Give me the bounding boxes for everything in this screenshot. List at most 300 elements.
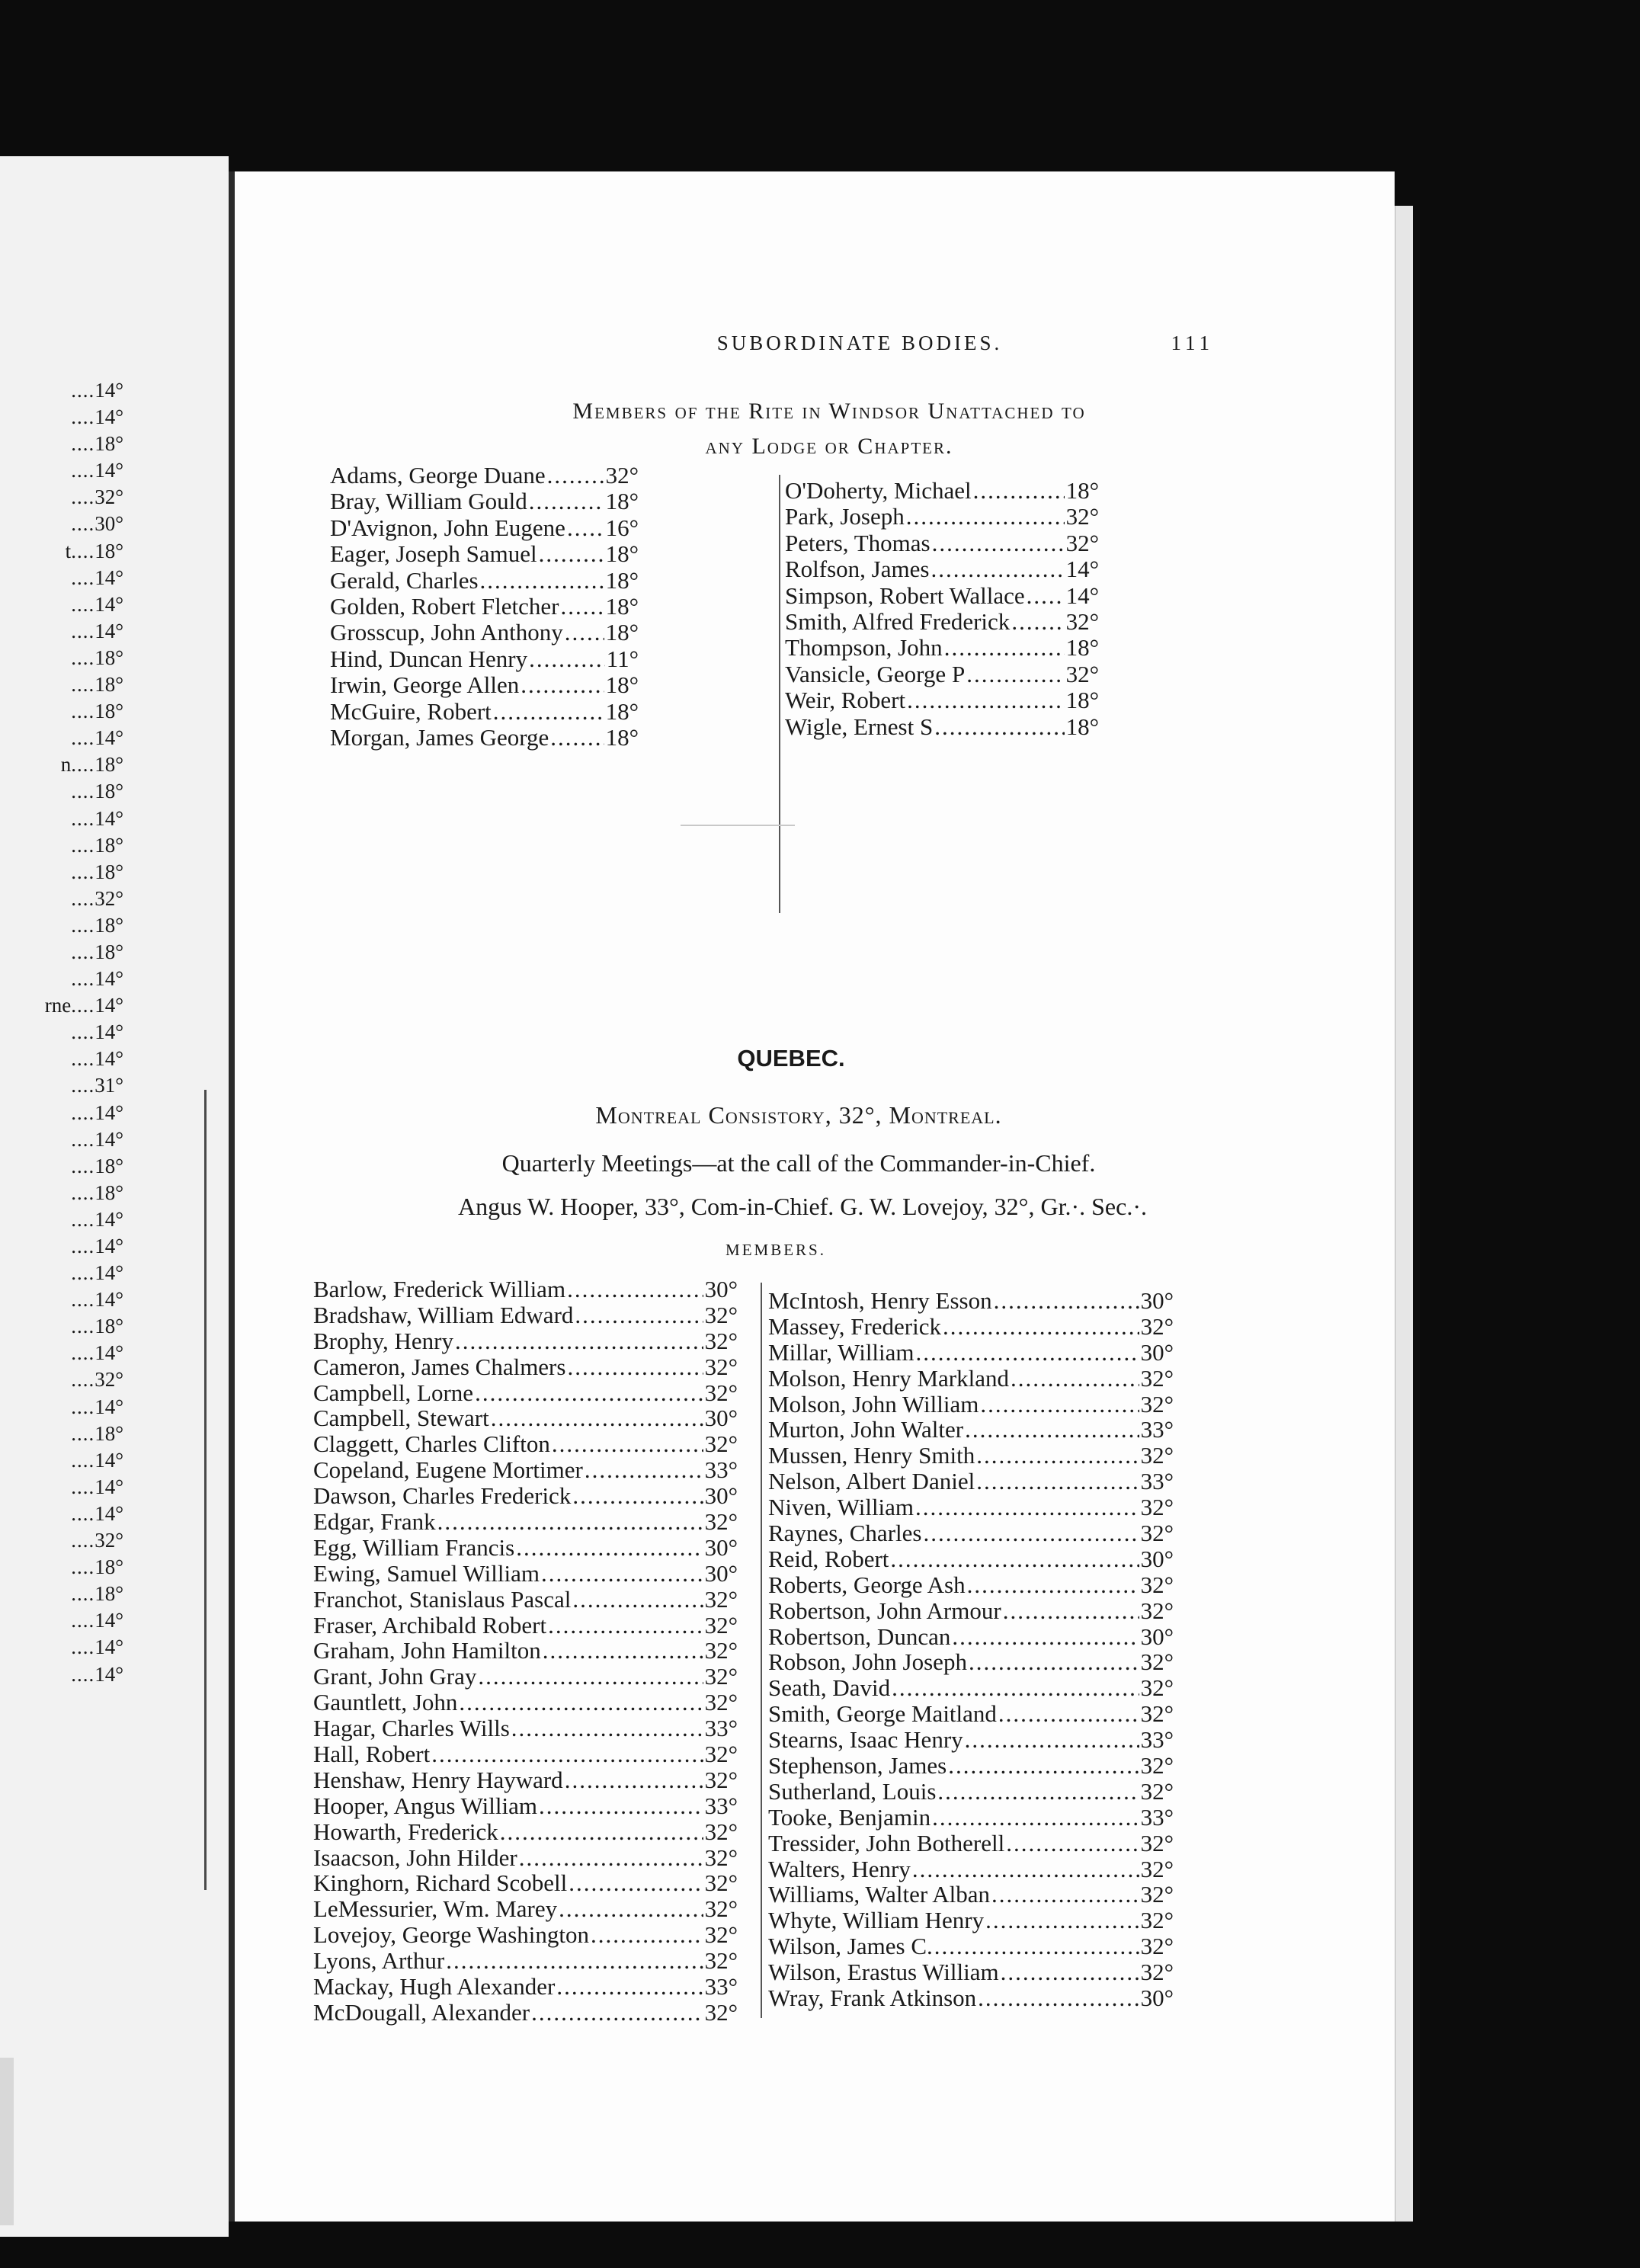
left-page-entry [0, 886, 123, 912]
member-name: Stephenson, James [768, 1752, 947, 1779]
member-name: Brophy, Henry [313, 1327, 453, 1354]
dot-leader [1011, 1366, 1139, 1392]
member-name: Robertson, John Armour [768, 1597, 1001, 1624]
left-page-entry [0, 565, 123, 591]
member-degree: 30° [704, 1405, 738, 1432]
left-page-entry [0, 618, 123, 645]
member-name: Walters, Henry [768, 1855, 911, 1882]
dot-leader: .... [71, 1421, 95, 1445]
left-page-entry [0, 671, 123, 698]
member-entry [768, 1598, 1174, 1624]
left-page-entry [0, 484, 123, 511]
member-name: Ewing, Samuel William [313, 1559, 540, 1587]
dot-leader [539, 1793, 703, 1819]
member-degree: 30° [1140, 1287, 1174, 1314]
dot-leader [892, 1675, 1139, 1701]
dot-leader [1011, 609, 1064, 635]
dot-leader: .... [71, 1501, 95, 1525]
dot-leader [569, 1870, 703, 1896]
member-entry [768, 1779, 1174, 1805]
member-entry [313, 1509, 738, 1535]
dot-leader [500, 1819, 703, 1845]
member-name: Golden, Robert Fletcher [330, 592, 559, 620]
member-entry [313, 1277, 738, 1302]
dot-leader [565, 620, 604, 645]
member-entry [785, 504, 1099, 530]
dot-leader [978, 1985, 1139, 2011]
left-page-entry [0, 1180, 123, 1206]
dot-leader [531, 2000, 703, 2026]
member-name: Copeland, Eugene Mortimer [313, 1456, 583, 1484]
dot-leader: .... [71, 405, 95, 429]
member-entry [768, 1959, 1174, 1985]
left-page-degree: 14° [94, 994, 123, 1017]
member-degree: 11° [606, 645, 639, 672]
member-entry [313, 1535, 738, 1561]
member-name: Murton, John Walter [768, 1416, 964, 1443]
member-entry [768, 1985, 1174, 2011]
member-entry [330, 594, 639, 620]
member-entry [768, 1805, 1174, 1831]
member-degree: 32° [704, 1741, 738, 1768]
member-degree: 18° [605, 488, 639, 515]
member-name: Campbell, Stewart [313, 1405, 489, 1432]
dot-leader [567, 1277, 703, 1302]
dot-leader [560, 594, 604, 620]
member-degree: 30° [704, 1533, 738, 1561]
left-page-entry [0, 645, 123, 671]
dot-leader [559, 1896, 703, 1922]
member-entry [768, 1701, 1174, 1727]
member-degree: 18° [1065, 477, 1099, 504]
member-name: Hagar, Charles Wills [313, 1715, 510, 1742]
member-degree: 32° [1140, 1907, 1174, 1934]
member-degree: 32° [1140, 1648, 1174, 1676]
member-name: Tooke, Benjamin [768, 1803, 931, 1831]
left-page-entry [0, 832, 123, 859]
member-name: Niven, William [768, 1494, 914, 1521]
left-page-degree: 18° [94, 913, 123, 937]
dot-leader [912, 1856, 1139, 1882]
dot-leader [991, 1882, 1139, 1908]
member-entry [768, 1856, 1174, 1882]
member-name: Kinghorn, Richard Scobell [313, 1869, 568, 1897]
member-entry [768, 1753, 1174, 1779]
left-page-entry [0, 1527, 123, 1554]
left-page-entry [0, 939, 123, 966]
left-page-entry [0, 431, 123, 457]
member-degree: 33° [704, 1456, 738, 1484]
dot-leader: .... [71, 1235, 95, 1257]
member-entry [313, 1948, 738, 1974]
dot-leader [575, 1302, 703, 1328]
dot-leader: .... [71, 1207, 95, 1231]
dot-leader [519, 1845, 703, 1871]
member-degree: 33° [704, 1715, 738, 1742]
member-entry [313, 1870, 738, 1896]
member-degree: 30° [704, 1276, 738, 1302]
member-entry [330, 463, 639, 489]
member-degree: 32° [704, 1947, 738, 1975]
left-page-degree: 14° [94, 619, 123, 642]
member-degree: 30° [1140, 1545, 1174, 1572]
dot-leader: .... [71, 700, 95, 723]
dot-leader [491, 1405, 703, 1431]
dot-leader [455, 1328, 703, 1354]
dot-leader [478, 1664, 703, 1690]
dot-leader: .... [71, 1368, 95, 1392]
member-name: Lyons, Arthur [313, 1947, 445, 1975]
left-page-entry [0, 1046, 123, 1072]
left-page-degree: 14° [94, 592, 123, 616]
left-page-degree: 18° [94, 539, 123, 562]
member-name: Williams, Walter Alban [768, 1881, 990, 1908]
dot-leader: .... [71, 967, 95, 991]
left-page-entry [0, 1447, 123, 1474]
dot-leader: .... [71, 1288, 95, 1312]
left-page-degree: 14° [94, 1235, 123, 1257]
dot-leader: .... [71, 1609, 95, 1632]
member-entry [768, 1469, 1174, 1494]
left-page-entry [0, 1100, 123, 1126]
dot-leader [552, 1431, 703, 1457]
member-entry [768, 1494, 1174, 1520]
member-entry [785, 556, 1099, 582]
member-degree: 18° [1065, 687, 1099, 714]
dot-leader [976, 1469, 1139, 1494]
left-page-degree: 18° [94, 1180, 123, 1204]
member-name: Cameron, James Chalmers [313, 1353, 566, 1380]
dot-leader [923, 1520, 1139, 1546]
dot-leader [446, 1948, 703, 1974]
left-page-degree: 14° [94, 1501, 123, 1525]
dot-leader [890, 1546, 1139, 1572]
dot-leader: .... [71, 1555, 95, 1579]
left-page-entry [0, 591, 123, 618]
dot-leader [1001, 1959, 1139, 1985]
officers-line: Angus W. Hooper, 33°, Com-in-Chief. G. W. Lovejoy, 32°, Gr.·. Sec.·. [458, 1193, 1147, 1220]
member-name: Molson, Henry Markland [768, 1364, 1009, 1392]
member-name: Adams, George Duane [330, 462, 546, 489]
member-entry [313, 1974, 738, 2000]
left-page-degree: 14° [94, 1261, 123, 1285]
member-name: Bradshaw, William Edward [313, 1301, 574, 1328]
member-name: Seath, David [768, 1674, 891, 1702]
left-page-entry [0, 1286, 123, 1313]
left-page-entry [0, 1153, 123, 1180]
member-name: Campbell, Lorne [313, 1379, 474, 1406]
member-degree: 18° [605, 592, 639, 620]
left-page-degree: 31° [94, 1074, 123, 1097]
member-entry [768, 1314, 1174, 1340]
member-degree: 18° [605, 540, 639, 568]
member-name: Graham, John Hamilton [313, 1637, 541, 1664]
dot-leader: .... [71, 1154, 95, 1177]
member-name: Vansicle, George P [785, 660, 966, 687]
member-degree: 32° [704, 1895, 738, 1923]
member-degree: 30° [1140, 1984, 1174, 2012]
left-page-degree: 32° [94, 485, 123, 509]
dot-leader [565, 1767, 703, 1793]
member-degree: 32° [704, 1430, 738, 1458]
left-page-degree: 18° [94, 1154, 123, 1177]
dot-leader: .... [71, 485, 95, 509]
member-degree: 32° [704, 1998, 738, 2026]
left-page-degree: 14° [94, 967, 123, 991]
dot-leader: .... [71, 673, 95, 697]
member-entry [313, 2000, 738, 2026]
member-name: Mackay, Hugh Alexander [313, 1973, 556, 2001]
member-name: Howarth, Frederick [313, 1818, 498, 1845]
member-entry [768, 1443, 1174, 1469]
left-page-entry [0, 1260, 123, 1286]
member-entry [313, 1793, 738, 1819]
member-degree: 18° [605, 723, 639, 751]
left-page-degree: 32° [94, 1368, 123, 1392]
member-degree: 32° [1140, 1520, 1174, 1547]
dot-leader: .... [71, 1261, 95, 1285]
member-entry [313, 1302, 738, 1328]
member-degree: 32° [1065, 529, 1099, 556]
member-degree: 32° [704, 1379, 738, 1406]
left-page-degree: 18° [94, 432, 123, 456]
left-page-degree: 14° [94, 726, 123, 750]
member-degree: 32° [704, 1844, 738, 1871]
left-page-degree: 18° [94, 645, 123, 669]
province-title: QUEBEC. [737, 1045, 845, 1072]
dot-leader: .... [71, 459, 95, 482]
member-name: O'Doherty, Michael [785, 477, 972, 504]
left-page-degree: 14° [94, 1288, 123, 1312]
dot-leader [541, 1561, 703, 1587]
left-page-degree: 14° [94, 1448, 123, 1472]
dot-leader [1003, 1598, 1139, 1624]
dot-leader [937, 1779, 1139, 1805]
member-entry [785, 662, 1099, 687]
left-page-entry [0, 1340, 123, 1366]
dot-leader [547, 463, 604, 489]
member-name: Franchot, Stanislaus Pascal [313, 1585, 572, 1613]
dot-leader [915, 1494, 1139, 1520]
member-entry [313, 1405, 738, 1431]
dot-leader [511, 1715, 703, 1741]
left-page-degree: 14° [94, 1207, 123, 1231]
member-entry [768, 1882, 1174, 1908]
dot-leader: .... [71, 1074, 95, 1097]
member-entry [330, 515, 639, 541]
member-name: McDougall, Alexander [313, 1998, 530, 2026]
member-name: Whyte, William Henry [768, 1907, 985, 1934]
member-name: Wray, Frank Atkinson [768, 1984, 977, 2012]
member-entry [768, 1288, 1174, 1314]
member-name: Fraser, Archibald Robert [313, 1611, 547, 1639]
dot-leader [932, 530, 1065, 556]
member-entry [313, 1483, 738, 1509]
member-degree: 33° [1140, 1726, 1174, 1754]
dot-leader: .... [71, 565, 95, 589]
member-entry [313, 1715, 738, 1741]
dot-leader: .... [71, 1395, 95, 1418]
member-entry [785, 583, 1099, 609]
member-degree: 16° [605, 514, 639, 541]
dot-leader: .... [71, 1662, 95, 1686]
left-page-degree: 14° [94, 1609, 123, 1632]
page-stack-edge [1395, 206, 1413, 2222]
left-page-degree: 32° [94, 1529, 123, 1552]
member-entry [313, 1561, 738, 1587]
member-name: Henshaw, Henry Hayward [313, 1766, 563, 1793]
left-page-entry [0, 992, 123, 1019]
left-page-entry [0, 1421, 123, 1447]
member-name: Robson, John Joseph [768, 1648, 967, 1676]
dot-leader: .... [71, 886, 95, 910]
left-facing-page [0, 156, 229, 2237]
member-name: Weir, Robert [785, 687, 906, 714]
book-gutter [229, 171, 235, 2222]
member-name: Claggett, Charles Clifton [313, 1430, 550, 1458]
left-page-degree: 14° [94, 565, 123, 589]
member-name: Millar, William [768, 1338, 914, 1366]
member-entry [313, 1354, 738, 1380]
dot-leader: .... [71, 1448, 95, 1472]
member-degree: 32° [1140, 1597, 1174, 1624]
left-page-degree: 18° [94, 673, 123, 697]
member-degree: 30° [704, 1482, 738, 1510]
member-degree: 32° [1140, 1881, 1174, 1908]
left-page-entry [0, 1233, 123, 1260]
member-degree: 32° [704, 1301, 738, 1328]
dot-leader: .... [71, 1100, 95, 1124]
section-rule [681, 825, 795, 826]
dot-leader: .... [71, 806, 95, 830]
member-name: Smith, George Maitland [768, 1700, 997, 1728]
member-degree: 32° [704, 1921, 738, 1949]
dot-leader [567, 1354, 703, 1380]
dot-leader: .... [71, 619, 95, 642]
member-entry [768, 1392, 1174, 1418]
member-entry [768, 1675, 1174, 1701]
left-page-entry [0, 1366, 123, 1393]
members-heading: MEMBERS. [726, 1241, 826, 1259]
member-entry [313, 1896, 738, 1922]
left-page-degree: 32° [94, 886, 123, 910]
left-page-degree: 30° [94, 512, 123, 536]
member-entry [785, 478, 1099, 504]
member-degree: 32° [1065, 607, 1099, 635]
member-degree: 32° [1140, 1390, 1174, 1418]
member-entry [330, 646, 639, 672]
dot-leader [966, 662, 1064, 687]
left-page-degree: 18° [94, 1421, 123, 1445]
member-entry [768, 1831, 1174, 1856]
member-degree: 30° [1140, 1623, 1174, 1650]
left-page-degree: 18° [94, 833, 123, 857]
left-page-entry [0, 1019, 123, 1046]
member-entry [313, 1380, 738, 1406]
left-page-entry [0, 1581, 123, 1607]
member-degree: 33° [704, 1973, 738, 2001]
left-page-entry [0, 457, 123, 484]
left-page-entry [0, 1554, 123, 1581]
left-page-degree: 18° [94, 753, 123, 777]
left-page-entry [0, 778, 123, 805]
left-page-degree: 14° [94, 1475, 123, 1498]
left-page-entry [0, 1072, 123, 1099]
member-entry [313, 1664, 738, 1690]
member-degree: 18° [605, 671, 639, 699]
left-page-name-fragment: t [65, 539, 72, 562]
member-degree: 18° [1065, 634, 1099, 662]
member-entry [330, 699, 639, 725]
member-degree: 32° [704, 1508, 738, 1536]
member-entry [313, 1613, 738, 1639]
member-name: Raynes, Charles [768, 1520, 922, 1547]
member-name: Robertson, Duncan [768, 1623, 951, 1650]
member-name: Lovejoy, George Washington [313, 1921, 589, 1949]
dot-leader [550, 725, 604, 751]
member-name: Grosscup, John Anthony [330, 619, 563, 646]
dot-leader [994, 1288, 1139, 1314]
member-entry [313, 1638, 738, 1664]
member-entry [785, 530, 1099, 556]
left-page-entry [0, 1313, 123, 1340]
dot-leader: .... [71, 780, 95, 803]
member-degree: 14° [1065, 556, 1099, 583]
left-page-entry [0, 1661, 123, 1688]
dot-leader [543, 1638, 703, 1664]
dot-leader: .... [71, 1315, 95, 1338]
left-page-entry [0, 1206, 123, 1233]
member-entry [313, 1767, 738, 1793]
member-degree: 32° [1140, 1364, 1174, 1392]
members-right-column [768, 1288, 1174, 2011]
left-page-degree: 14° [94, 1100, 123, 1124]
member-entry [785, 687, 1099, 713]
dot-leader: .... [71, 753, 95, 777]
dot-leader [459, 1690, 703, 1715]
member-degree: 32° [704, 1585, 738, 1613]
dot-leader: .... [71, 940, 95, 963]
running-head: SUBORDINATE BODIES. [716, 332, 1003, 354]
left-page-entry [0, 966, 123, 992]
left-page-degree: 18° [94, 860, 123, 883]
scan-crease-line [204, 1090, 207, 1890]
dot-leader [916, 1340, 1139, 1366]
windsor-right-column [785, 478, 1099, 740]
dot-leader [976, 1443, 1139, 1469]
dot-leader: .... [71, 913, 95, 937]
left-page-entry [0, 912, 123, 939]
member-name: Barlow, Frederick William [313, 1276, 566, 1302]
member-entry [313, 1328, 738, 1354]
windsor-left-column [330, 463, 639, 751]
left-page-entry [0, 859, 123, 886]
left-page-degree: 18° [94, 1555, 123, 1579]
left-page-degree: 18° [94, 1582, 123, 1606]
member-name: Irwin, George Allen [330, 671, 520, 699]
member-name: Stearns, Isaac Henry [768, 1726, 963, 1754]
left-page-entry [0, 1394, 123, 1421]
member-degree: 32° [704, 1353, 738, 1380]
dot-leader [572, 1483, 703, 1509]
left-page-degree: 14° [94, 1020, 123, 1044]
member-name: Smith, Alfred Frederick [785, 607, 1011, 635]
member-degree: 32° [605, 462, 639, 489]
dot-leader [906, 504, 1065, 530]
left-page-degree: 14° [94, 405, 123, 429]
member-degree: 32° [1140, 1700, 1174, 1728]
dot-leader [572, 1587, 703, 1613]
